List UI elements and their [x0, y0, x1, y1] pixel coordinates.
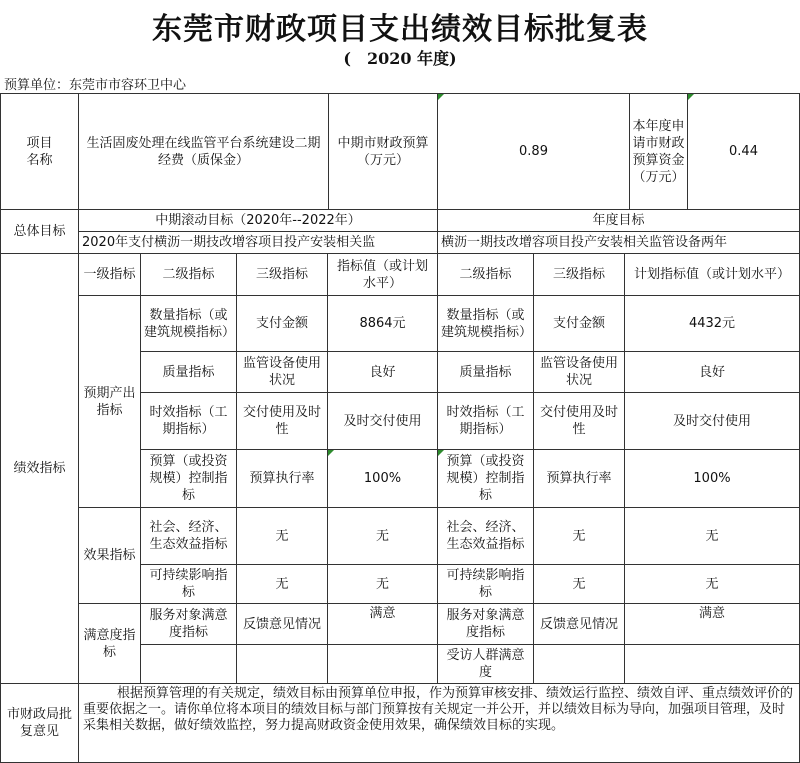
row-7-mid [328, 645, 438, 684]
row-3-mid: 100% [328, 450, 438, 508]
row-4-l2: 社会、经济、生态效益指标 [141, 508, 237, 565]
header-mid-value: 指标值（或计划水平） [328, 254, 438, 296]
row-0-mid: 8864元 [328, 296, 438, 352]
opinion-text-cell [79, 684, 800, 763]
row-7-l3 [237, 645, 328, 684]
row-3-l3b: 预算执行率 [534, 450, 625, 508]
row-0-l2: 数量指标（或建筑规模指标） [141, 296, 237, 352]
year-target-header: 年度目标 [438, 210, 800, 232]
row-4-mid: 无 [328, 508, 438, 565]
row-6-l2: 服务对象满意度指标 [141, 604, 237, 645]
row-0-l3b: 支付金额 [534, 296, 625, 352]
row-3-l3: 预算执行率 [237, 450, 328, 508]
row-2-l2b: 时效指标（工期指标） [438, 393, 534, 450]
opinion-text: 根据预算管理的有关规定，绩效目标由预算单位申报，作为预算审核安排、绩效运行监控、绩效自评、重点绩效评价的重要依据之一。请你单位将本项目的绩效目标与部门预算按有关规定一并公开，并以绩效目标为导向，加强项目管理，及时采集相关数据，做好绩效监控，努力提高财政资金使用效果，确保绩效目标的实现。 [83, 686, 794, 733]
year-line: ( 2020 年度) [343, 49, 457, 68]
row-3-l2: 预算（或投资规模）控制指标 [141, 450, 237, 508]
comment-marker [688, 94, 694, 100]
row-2-l3b: 交付使用及时性 [534, 393, 625, 450]
project-name-value: 生活固废处理在线监管平台系统建设二期经费（质保金） [79, 93, 329, 210]
mid-target-header: 中期滚动目标（2020年--2022年） [79, 210, 438, 232]
header-level3-year: 三级指标 [534, 254, 625, 296]
row-7-l2 [141, 645, 237, 684]
mid-budget-value: 0.89 [438, 93, 630, 210]
project-name-label: 项目 名称 [0, 93, 79, 210]
row-5-l3: 无 [237, 565, 328, 604]
row-5-l3b: 无 [534, 565, 625, 604]
row-5-plan: 无 [625, 565, 800, 604]
row-2-mid: 及时交付使用 [328, 393, 438, 450]
overall-target-label: 总体目标 [0, 210, 79, 254]
group-effect: 效果指标 [79, 508, 141, 604]
row-7-plan [625, 645, 800, 684]
row-6-l2b: 服务对象满意度指标 [438, 604, 534, 645]
header-plan-value: 计划指标值（或计划水平） [625, 254, 800, 296]
row-6-l3: 反馈意见情况 [237, 604, 328, 645]
row-5-mid: 无 [328, 565, 438, 604]
row-0-l3: 支付金额 [237, 296, 328, 352]
page-title: 东莞市财政项目支出绩效目标批复表 [152, 12, 648, 47]
budget-unit: 预算单位：东莞市市容环卫中心 [4, 78, 187, 93]
row-4-l3b: 无 [534, 508, 625, 565]
group-satisfaction: 满意度指标 [79, 604, 141, 684]
row-2-l2: 时效指标（工期指标） [141, 393, 237, 450]
row-5-l2: 可持续影响指标 [141, 565, 237, 604]
row-3-l2b: 预算（或投资规模）控制指标 [438, 450, 534, 508]
group-output: 预期产出指标 [79, 296, 141, 508]
header-level1: 一级指标 [79, 254, 141, 296]
row-2-plan: 及时交付使用 [625, 393, 800, 450]
header-level2-year: 二级指标 [438, 254, 534, 296]
row-1-l3: 监管设备使用状况 [237, 352, 328, 393]
row-0-l2b: 数量指标（或建筑规模指标） [438, 296, 534, 352]
year-budget-value: 0.44 [688, 93, 800, 210]
row-6-l3b: 反馈意见情况 [534, 604, 625, 645]
mid-budget-label: 中期市财政预算（万元） [329, 93, 438, 210]
row-1-l3b: 监管设备使用状况 [534, 352, 625, 393]
row-5-l2b: 可持续影响指标 [438, 565, 534, 604]
comment-marker [438, 450, 444, 456]
row-2-l3: 交付使用及时性 [237, 393, 328, 450]
row-1-mid: 良好 [328, 352, 438, 393]
row-3-plan: 100% [625, 450, 800, 508]
row-7-l2b: 受访人群满意度 [438, 645, 534, 684]
row-6-mid: 满意 [328, 604, 438, 645]
header-level3: 三级指标 [237, 254, 328, 296]
row-4-l3: 无 [237, 508, 328, 565]
row-0-plan: 4432元 [625, 296, 800, 352]
year-target-text: 横沥一期技改增容项目投产安装相关监管设备两年 [438, 232, 800, 254]
performance-label: 绩效指标 [0, 254, 79, 684]
mid-target-text: 2020年支付横沥一期技改增容项目投产安装相关监 [79, 232, 438, 254]
row-4-plan: 无 [625, 508, 800, 565]
year-budget-label: 本年度申请市财政预算资金（万元） [630, 93, 688, 210]
row-4-l2b: 社会、经济、生态效益指标 [438, 508, 534, 565]
row-1-l2: 质量指标 [141, 352, 237, 393]
comment-marker [438, 94, 444, 100]
row-1-plan: 良好 [625, 352, 800, 393]
row-7-l3b [534, 645, 625, 684]
row-1-l2b: 质量指标 [438, 352, 534, 393]
row-6-plan: 满意 [625, 604, 800, 645]
header-level2: 二级指标 [141, 254, 237, 296]
comment-marker [328, 450, 334, 456]
opinion-label: 市财政局批复意见 [0, 684, 79, 763]
